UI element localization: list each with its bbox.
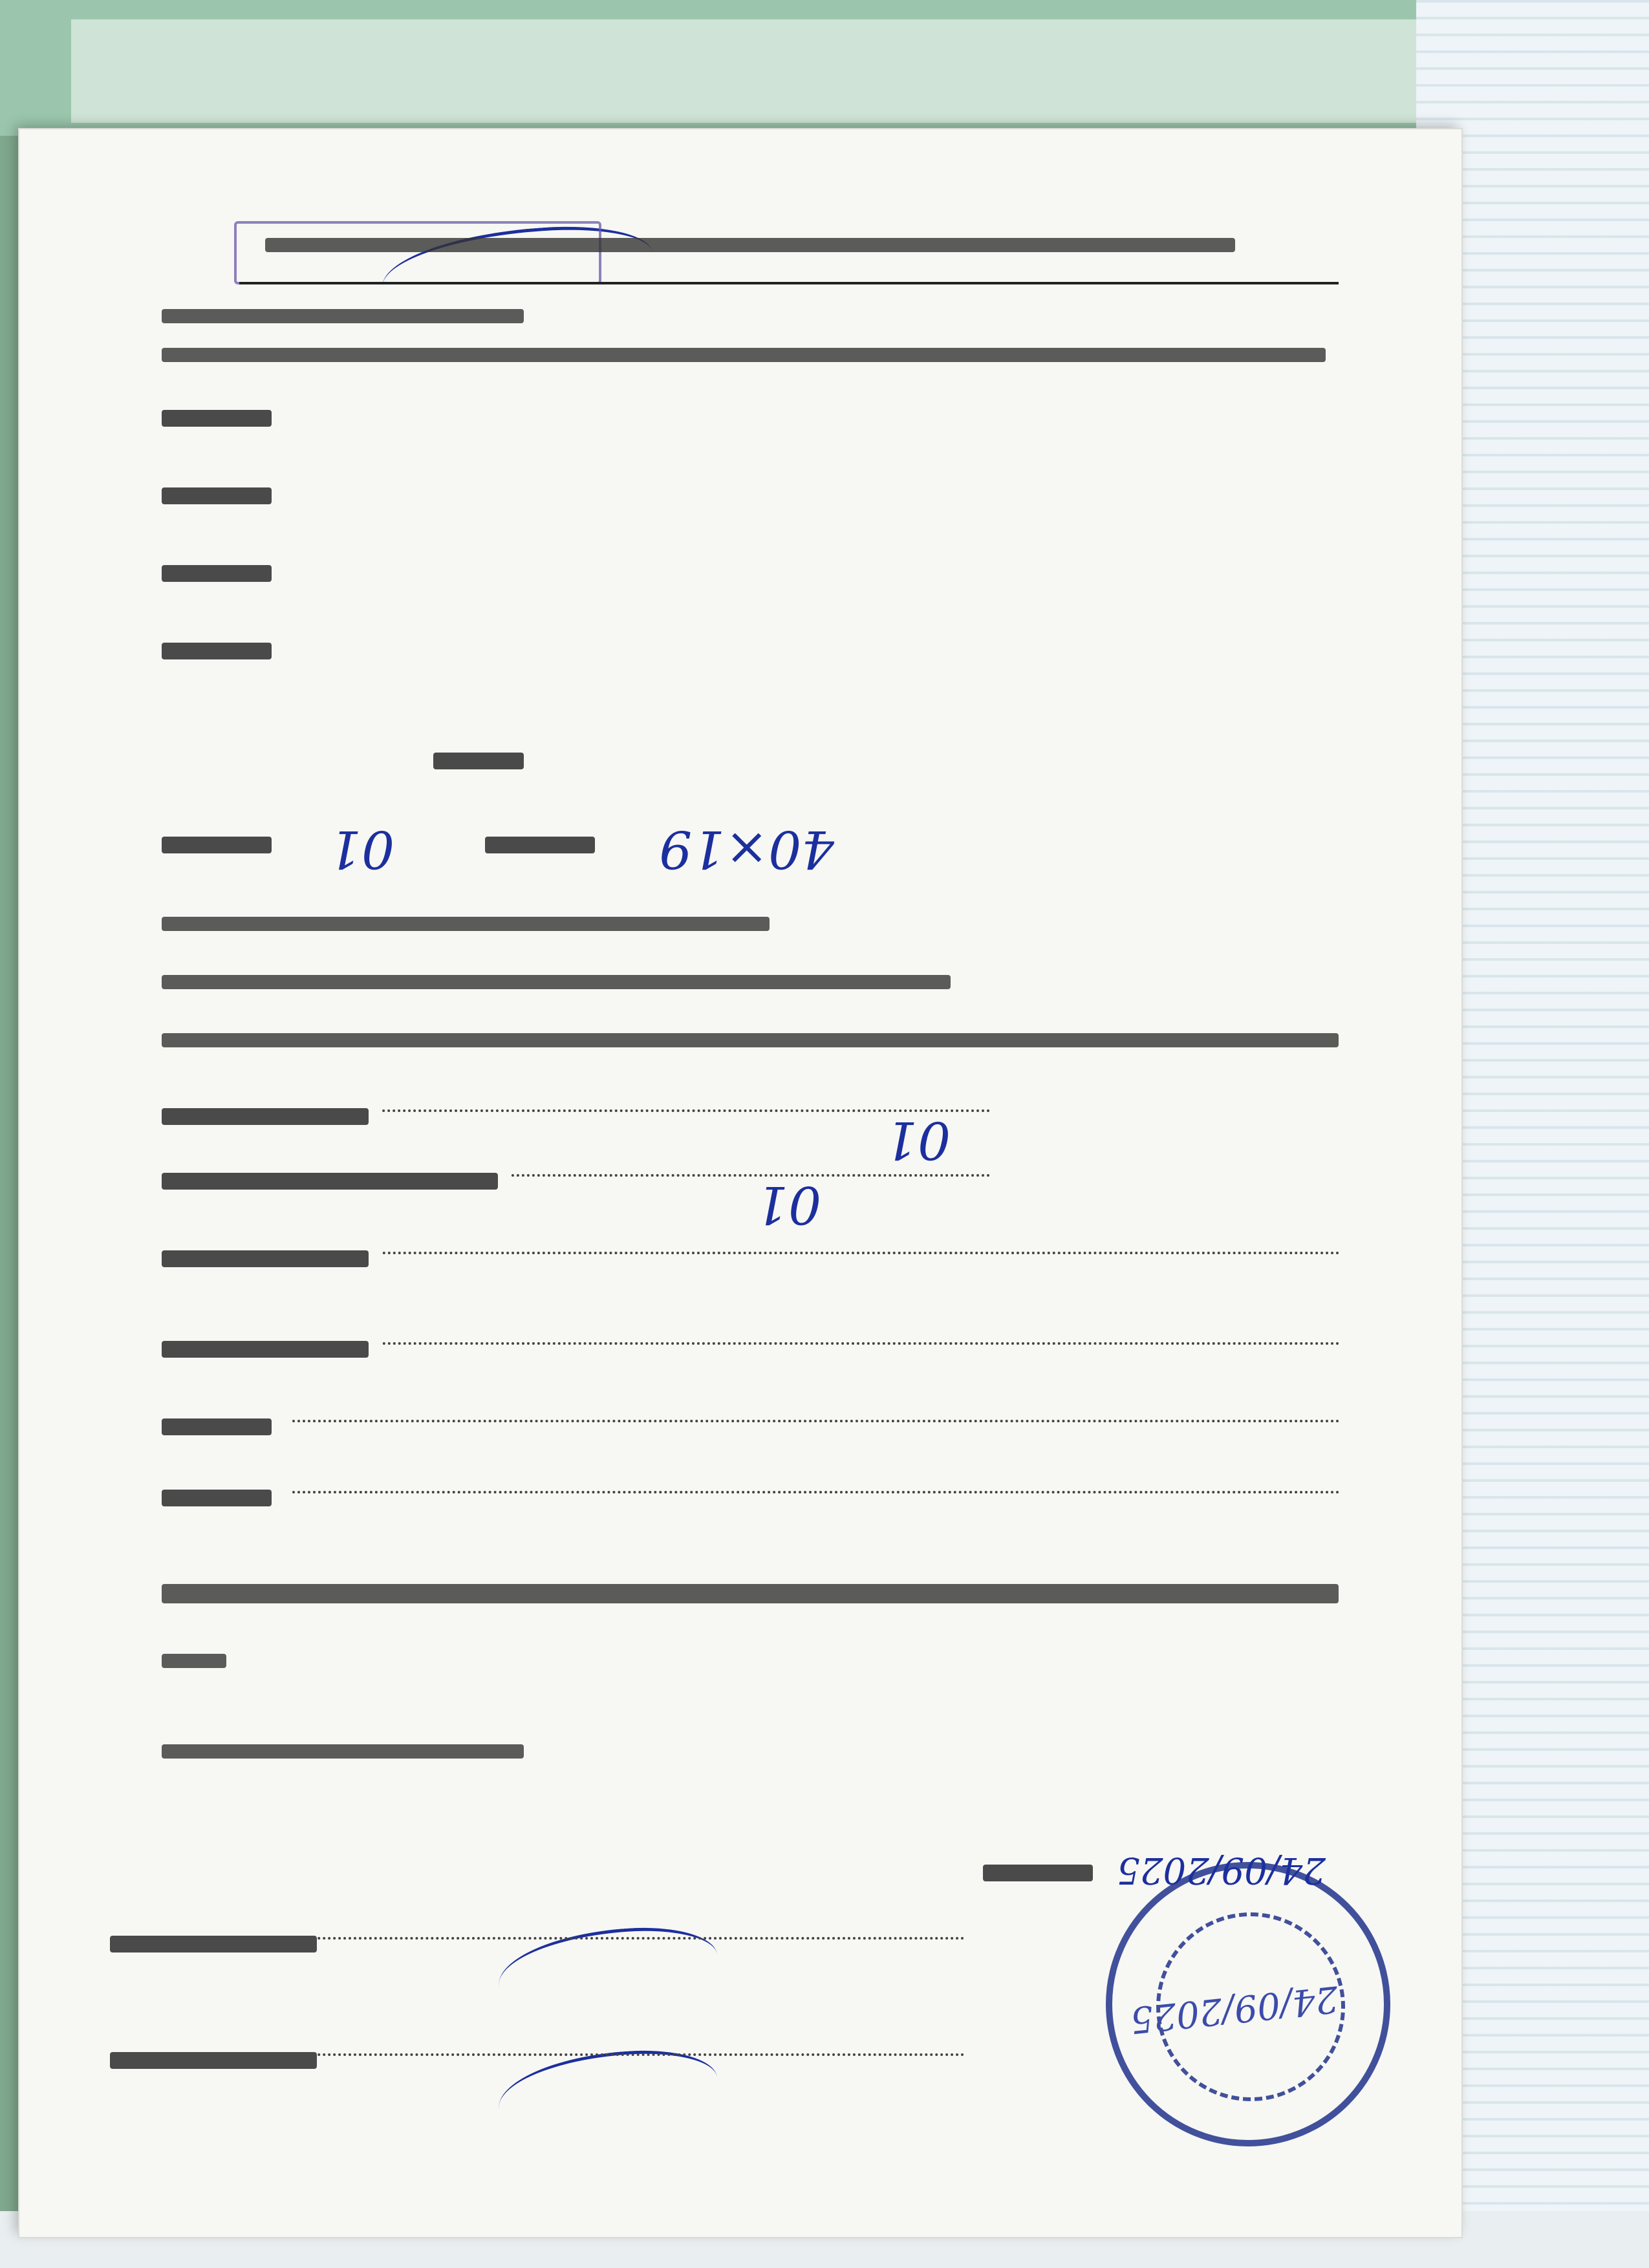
signature-line-1 [317,2053,964,2056]
form-body [136,207,1364,2159]
name-line [291,1491,1339,1493]
signature-label-2 [110,1936,317,1952]
detail-label-1 [162,643,272,659]
village-line [382,1252,1339,1254]
applicant-signature [495,2045,720,2141]
header-rule [239,282,1339,284]
small-heading [433,753,524,769]
survey-label [162,1173,498,1190]
address-label [162,1341,369,1358]
name-label [162,1490,272,1506]
detail-label-3 [162,487,272,504]
act-reference [162,348,1326,362]
plot-number: 01 [885,1110,951,1170]
dimension-label [485,837,595,853]
relation-line [291,1420,1339,1422]
seal-date: 24/09/2025 [1128,1977,1341,2041]
signature-line-2 [317,1937,964,1940]
dimension-value: 40×19 [659,819,834,879]
survey-number: 01 [755,1175,821,1235]
scanned-form-page [19,129,1461,2237]
serial-label [162,837,272,853]
detail-label-2 [162,565,272,582]
serial-number: 01 [329,819,394,879]
address-line [382,1342,1339,1345]
header-line [265,238,1235,252]
body-line-3 [162,917,770,931]
date-label [983,1865,1093,1881]
date-handwritten: 24/09/2025 [1117,1849,1326,1891]
to-line [162,1744,524,1759]
folder-edge-inner [71,19,1429,123]
detail-label-4 [162,410,272,427]
village-label [162,1250,369,1267]
plot-label [162,1108,369,1125]
body-line-2 [162,975,951,989]
salutation [162,1654,226,1668]
body-line-1 [162,1033,1339,1047]
signature-label-1 [110,2052,317,2069]
subject-line [162,1584,1339,1603]
office-seal [1106,1862,1390,2146]
office-stamp [234,221,601,284]
survey-line [511,1174,989,1177]
relation-label [162,1418,272,1435]
